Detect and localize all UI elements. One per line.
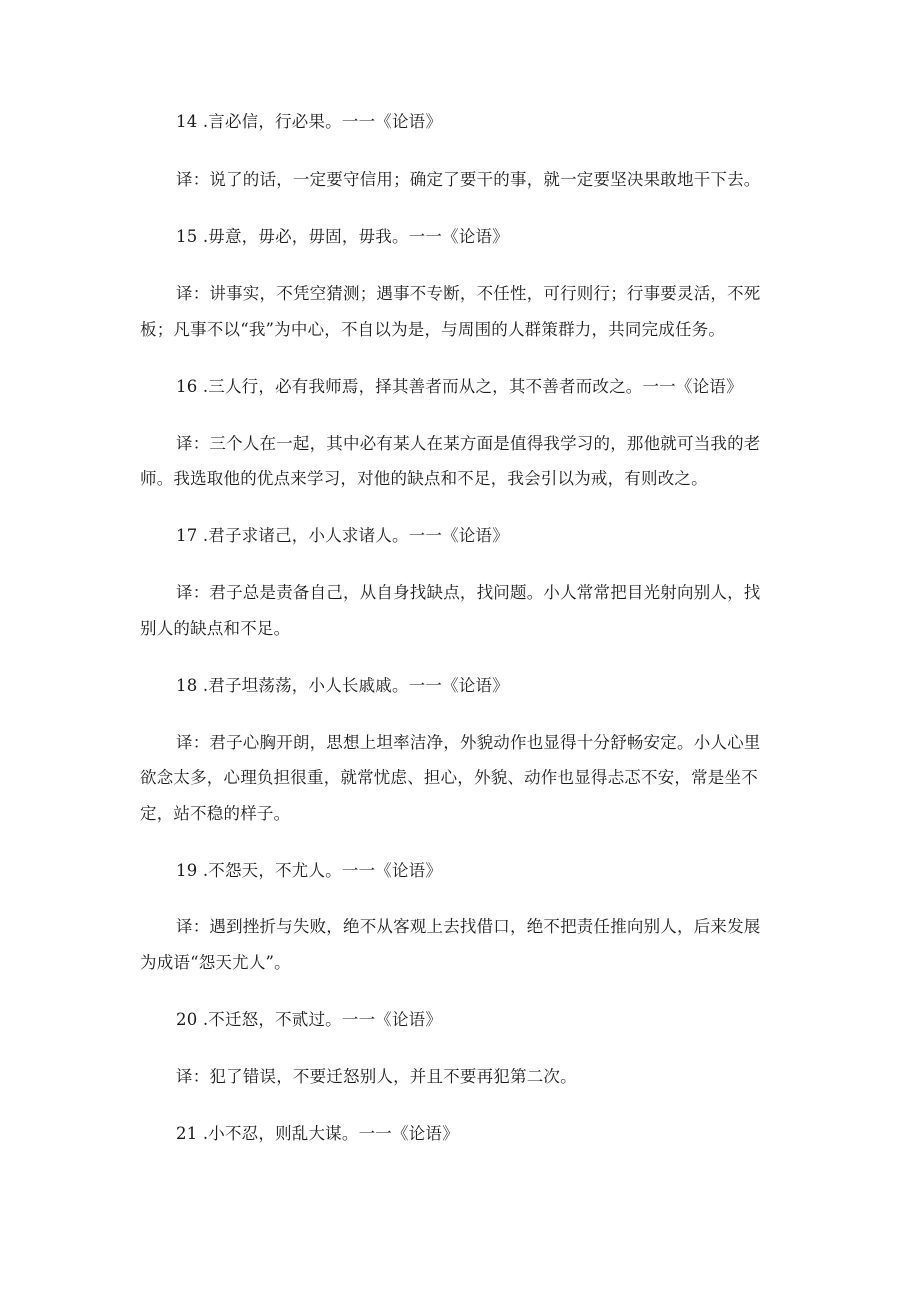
translation-16-line-2: 师。我选取他的优点来学习，对他的缺点和不足，我会引以为戒，有则改之。 — [140, 469, 708, 488]
translation-18-line-1: 译：君子心胸开朗，思想上坦率洁净，外貌动作也显得十分舒畅安定。小人心里 — [176, 733, 761, 752]
translation-18-line-2: 欲念太多，心理负担很重，就常忧虑、担心，外貌、动作也显得忐忑不安，常是坐不 — [140, 768, 758, 787]
translation-19-line-1: 译：遇到挫折与失败，绝不从客观上去找借口，绝不把责任推向别人，后来发展 — [176, 917, 761, 936]
quote-15: 15 .毋意，毋必，毋固，毋我。一一《论语》 — [176, 227, 509, 246]
translation-16-line-1: 译：三个人在一起，其中必有某人在某方面是值得我学习的，那他就可当我的老 — [176, 434, 761, 453]
translation-18-line-3: 定，站不稳的样子。 — [140, 804, 291, 823]
translation-15-line-1: 译：讲事实，不凭空猜测；遇事不专断，不任性，可行则行；行事要灵活，不死 — [176, 284, 761, 303]
quote-21: 21 .小不忍，则乱大谋。一一《论语》 — [176, 1124, 459, 1143]
quote-16: 16 .三人行，必有我师焉，择其善者而从之，其不善者而改之。一一《论语》 — [176, 377, 743, 396]
quote-18: 18 .君子坦荡荡，小人长戚戚。一一《论语》 — [176, 676, 509, 695]
translation-17-line-2: 别人的缺点和不足。 — [140, 619, 291, 638]
translation-17-line-1: 译：君子总是责备自己，从自身找缺点，找问题。小人常常把目光射向别人，找 — [176, 583, 761, 602]
quote-19: 19 .不怨天，不尤人。一一《论语》 — [176, 861, 443, 880]
quote-20: 20 .不迁怒，不贰过。一一《论语》 — [176, 1010, 443, 1029]
translation-19-line-2: 为成语“怨天尤人”。 — [140, 953, 291, 972]
translation-15-line-2: 板；凡事不以“我”为中心，不自以为是，与周围的人群策群力，共同完成任务。 — [140, 320, 726, 339]
translation-14-line-1: 译：说了的话，一定要守信用；确定了要干的事，就一定要坚决果敢地干下去。 — [176, 170, 761, 189]
translation-20-line-1: 译：犯了错误，不要迁怒别人，并且不要再犯第二次。 — [176, 1067, 577, 1086]
quote-14: 14 .言必信，行必果。一一《论语》 — [176, 112, 443, 131]
quote-17: 17 .君子求诸己，小人求诸人。一一《论语》 — [176, 526, 509, 545]
